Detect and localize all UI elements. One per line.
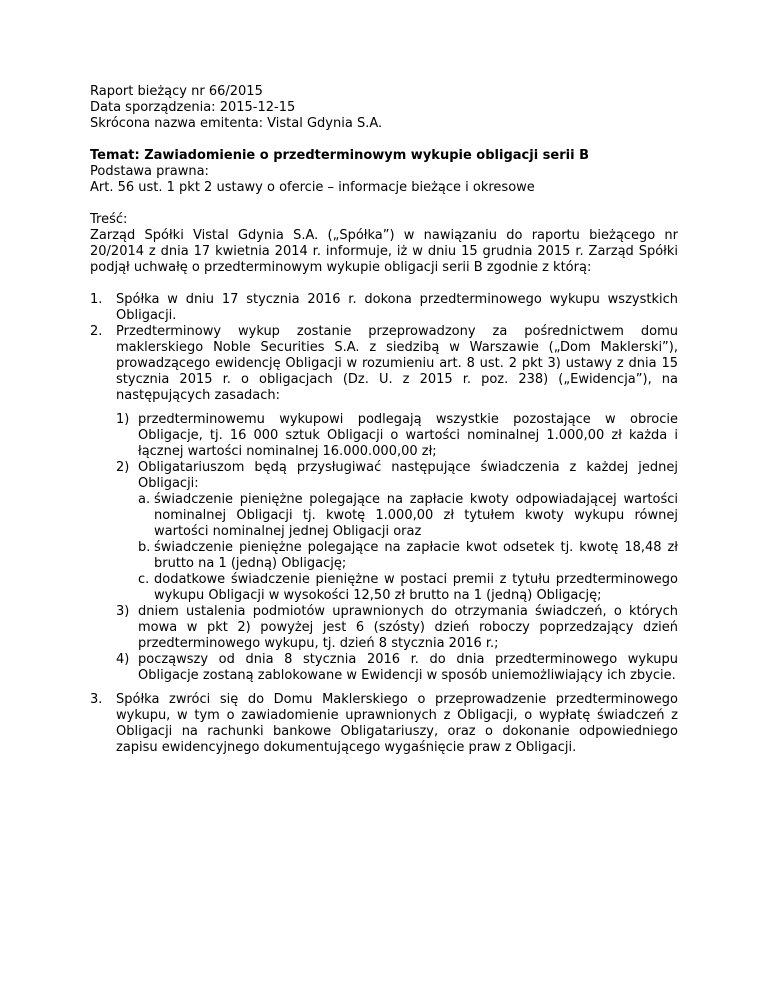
body-block <box>90 212 678 276</box>
letter-item-label: c. <box>138 572 150 587</box>
sub-list-item <box>116 652 678 684</box>
list-item <box>90 324 678 684</box>
sub-list-item <box>116 460 678 604</box>
sub-item-number: 1) <box>116 412 130 427</box>
topic-block <box>90 148 678 196</box>
list-item-text: Spółka w dniu 17 stycznia 2016 r. dokona przedterminowego wykupu wszystkich Obligacji. <box>116 292 678 323</box>
letter-item-label: a. <box>138 492 151 507</box>
list-item-text: Spółka zwróci się do Domu Maklerskiego o przeprowadzenie przedterminowego wykupu, w tym o zawiadomienie uprawnionych z Obligacji, o wypłatę świadczeń z Obligacji na rachunki bankowe Obligatariuszy, oraz o dokonanie odpowiedniego zapisu ewidencyjnego dokumentującego wygaśnięcie praw z Obligacji. <box>116 692 678 755</box>
legal-basis-label: Podstawa prawna: <box>90 164 209 179</box>
report-number: Raport bieżący nr 66/2015 <box>90 84 263 99</box>
letter-list-item <box>138 492 678 540</box>
sub-item-text: dniem ustalenia podmiotów uprawnionych do otrzymania świadczeń, o których mowa w pkt 2) powyżej jest 6 (szósty) dzień roboczy poprzedzający dzień przedterminowego wykupu, tj. dzień 8 stycznia 2016 r.; <box>138 604 678 651</box>
sub-item-text: począwszy od dnia 8 stycznia 2016 r. do dnia przedterminowego wykupu Obligacje zostaną zablokowane w Ewidencji w sposób uniemożliwiający ich zbycie. <box>138 652 678 683</box>
list-item-number: 2. <box>90 324 103 339</box>
letter-item-label: b. <box>138 540 151 555</box>
letter-item-text: dodatkowe świadczenie pieniężne w postaci premii z tytułu przedterminowego wykupu Obligacji w wysokości 12,50 zł brutto na 1 (jedną) Obligację; <box>154 572 678 603</box>
letter-list-item <box>138 540 678 572</box>
legal-basis: Art. 56 ust. 1 pkt 2 ustawy o ofercie – informacje bieżące i okresowe <box>90 180 535 195</box>
body-intro: Zarząd Spółki Vistal Gdynia S.A. („Spółka”) w nawiązaniu do raportu bieżącego nr 20/2014 z dnia 17 kwietnia 2014 r. informuje, iż w dniu 15 grudnia 2015 r. Zarząd Spółki podjął uchwałę o przedterminowym wykupie obligacji serii B zgodnie z którą: <box>90 228 678 275</box>
sub-item-number: 4) <box>116 652 130 667</box>
letter-list <box>138 492 678 604</box>
list-item <box>90 692 678 756</box>
letter-list-item <box>138 572 678 604</box>
letter-item-text: świadczenie pieniężne polegające na zapłacie kwot odsetek tj. kwotę 18,48 zł brutto na 1 (jedną) Obligację; <box>154 540 678 571</box>
list-item-number: 3. <box>90 692 103 707</box>
sub-item-text: Obligatariuszom będą przysługiwać następujące świadczenia z każdej jednej Obligacji: <box>138 460 678 491</box>
list-item-number: 1. <box>90 292 103 307</box>
main-list <box>90 292 678 756</box>
body-label: Treść: <box>90 212 128 227</box>
sub-list-item <box>116 412 678 460</box>
report-header <box>90 84 678 132</box>
list-item <box>90 292 678 324</box>
list-item-text: Przedterminowy wykup zostanie przeprowadzony za pośrednictwem domu maklerskiego Noble Securities S.A. z siedzibą w Warszawie („Dom Maklerski”), prowadzącego ewidencję Obligacji w rozumieniu art. 8 ust. 2 pkt 3) ustawy z dnia 15 stycznia 2015 r. o obligacjach (Dz. U. z 2015 r. poz. 238) („Ewidencja”), na następujących zasadach: <box>116 324 678 403</box>
report-content <box>90 84 678 756</box>
report-date: Data sporządzenia: 2015-12-15 <box>90 100 296 115</box>
issuer-name: Skrócona nazwa emitenta: Vistal Gdynia S.A. <box>90 116 383 131</box>
sub-item-text: przedterminowemu wykupowi podlegają wszystkie pozostające w obrocie Obligacje, tj. 16 000 sztuk Obligacji o wartości nominalnej 1.000,00 zł każda i łącznej wartości nominalnej 16.000.000,00 zł; <box>138 412 678 459</box>
sub-item-number: 2) <box>116 460 130 475</box>
letter-item-text: świadczenie pieniężne polegające na zapłacie kwoty odpowiadającej wartości nominalnej Obligacji tj. kwotę 1.000,00 zł tytułem kwoty wykupu równej wartości nominalnej jednej Obligacji oraz <box>154 492 678 539</box>
report-topic: Temat: Zawiadomienie o przedterminowym wykupie obligacji serii B <box>90 148 589 163</box>
sub-item-number: 3) <box>116 604 130 619</box>
sub-list-item <box>116 604 678 652</box>
sub-list <box>116 412 678 684</box>
